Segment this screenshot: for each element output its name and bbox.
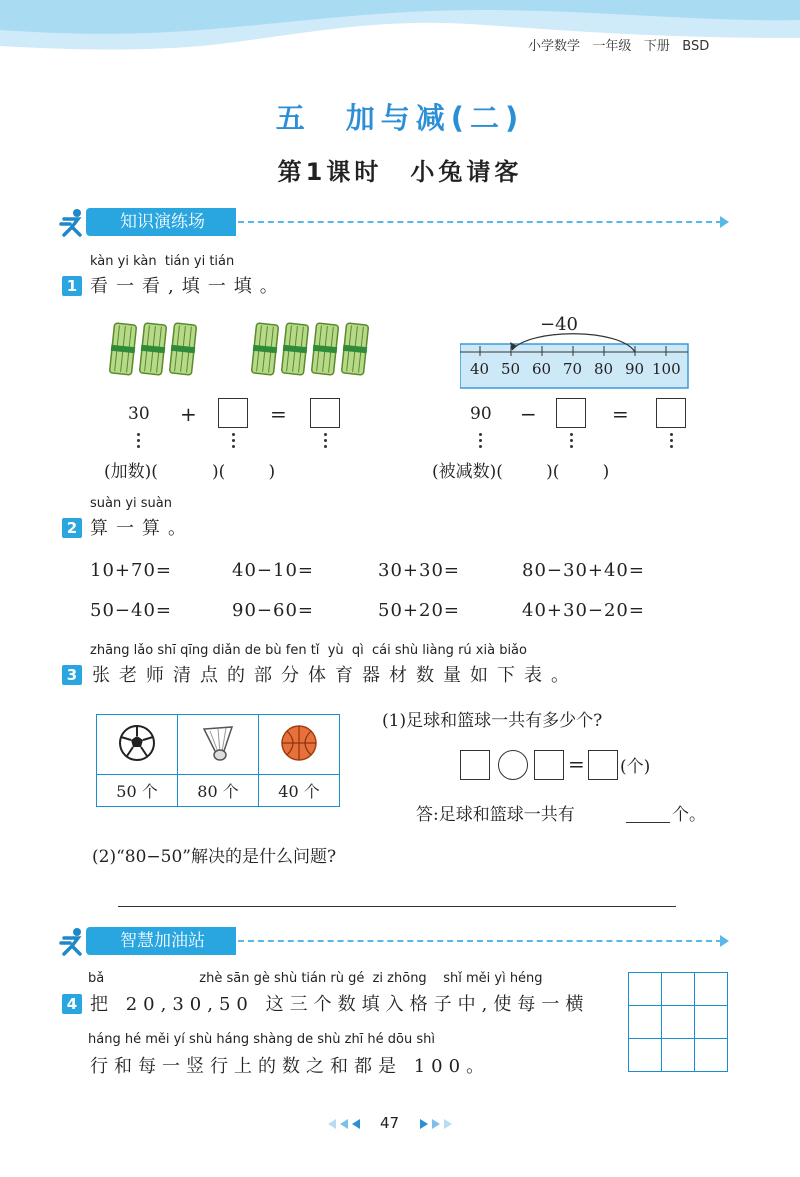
q3-answer-prefix: 答:足球和篮球一共有 (416, 805, 575, 825)
runner-icon (58, 926, 88, 956)
label-mid: )( (546, 462, 560, 482)
section-divider-1 (238, 221, 722, 223)
dots (137, 430, 141, 451)
section-banner-1 (86, 208, 236, 236)
grid-cell[interactable] (629, 1006, 662, 1039)
q3-number: 3 (62, 665, 82, 685)
q1-left-number: 30 (128, 404, 150, 424)
q1-text: 看一看,填一填。 (90, 276, 286, 297)
grid-cell[interactable] (695, 973, 728, 1006)
q3-answer-blank[interactable] (626, 822, 670, 823)
section-divider-2 (238, 940, 722, 942)
header-info (528, 35, 709, 54)
prev-arrows-icon (326, 1118, 366, 1130)
q1-sum-box[interactable] (310, 398, 340, 428)
dots (232, 430, 236, 451)
page-number: 47 (380, 1114, 400, 1132)
magic-grid (628, 972, 728, 1072)
q2-expression: 40+30−20= (522, 600, 645, 621)
q1-subtrahend-box[interactable] (556, 398, 586, 428)
q3-operator-circle[interactable] (498, 750, 528, 780)
header-volume: 下册 (643, 39, 670, 54)
lesson-title: 第1课时 小兔请客 (277, 158, 523, 186)
tick-label: 50 (501, 360, 521, 378)
q1-pinyin: kàn yi kàn tián yi tián (90, 254, 235, 269)
q3-unit: (个) (620, 757, 651, 777)
arc-label: −40 (540, 314, 578, 335)
q3-text: 张老师清点的部分体育器材数量如下表。 (92, 665, 578, 686)
q1-equals-sign-2: = (612, 402, 629, 426)
label-end: ) (602, 462, 610, 482)
section-title-1: 知识演练场 (120, 212, 205, 232)
grid-cell[interactable] (662, 973, 695, 1006)
tick-label: 100 (652, 360, 681, 378)
next-arrows-icon (418, 1118, 458, 1130)
q1-addend-box[interactable] (218, 398, 248, 428)
grid-cell[interactable] (629, 973, 662, 1006)
table-cell (97, 715, 178, 775)
runner-icon (58, 207, 88, 237)
q1-number: 1 (62, 276, 82, 296)
banner-arrow-2 (222, 927, 234, 955)
dots (670, 430, 674, 451)
q3-pinyin: zhāng lǎo shī qīng diǎn de bù fen tǐ yù qì cái shù liàng rú xià biǎo (90, 643, 527, 658)
q4-number: 4 (62, 994, 82, 1014)
grid-cell[interactable] (662, 1039, 695, 1072)
header-subject: 小学数学 (528, 39, 581, 54)
label-addend: (加数)( (104, 462, 158, 482)
header-edition: BSD (682, 39, 710, 54)
q2-text: 算一算。 (90, 518, 194, 539)
q1-equals-sign: = (270, 402, 287, 426)
q4-pinyin-2: háng hé měi yí shù háng shàng de shù zhī hé dōu shì (88, 1032, 436, 1047)
q3-answer-suffix: 个。 (672, 805, 706, 825)
count-shuttlecock: 80 个 (178, 775, 259, 807)
equipment-table (96, 714, 340, 807)
dots (324, 430, 328, 451)
q3-sub2: (2)“80−50”解决的是什么问题? (92, 847, 337, 867)
q3-answer-line[interactable] (118, 906, 676, 907)
unit-title: 五 加与减(二) (275, 101, 525, 135)
dots (570, 430, 574, 451)
q1-difference-box[interactable] (656, 398, 686, 428)
tick-label: 80 (594, 360, 614, 378)
label-minuend: (被减数)( (432, 462, 503, 482)
divider-arrow-2 (720, 935, 729, 947)
label-end: ) (268, 462, 276, 482)
grid-cell[interactable] (695, 1039, 728, 1072)
q4-text-1: 把 20,30,50 这三个数填入格子中,使每一横 (90, 994, 590, 1015)
stick-bundles (104, 320, 384, 380)
q3-equals-sign: = (568, 752, 585, 776)
q2-expression: 10+70= (90, 560, 172, 581)
q3-box-2[interactable] (534, 750, 564, 780)
tick-label: 90 (625, 360, 645, 378)
tick-label: 70 (563, 360, 583, 378)
table-cell (259, 715, 340, 775)
header-grade: 一年级 (592, 39, 632, 54)
banner-arrow-1 (222, 208, 234, 236)
q4-text-2: 行和每一竖行上的数之和都是 100。 (90, 1056, 491, 1077)
q1-plus-sign: + (180, 402, 197, 426)
q1-right-number: 90 (470, 404, 492, 424)
q2-pinyin: suàn yi suàn (90, 496, 173, 511)
q2-expression: 30+30= (378, 560, 460, 581)
tick-label: 40 (470, 360, 490, 378)
soccer-ball-icon (117, 723, 157, 763)
q2-expression: 90−60= (232, 600, 314, 621)
q2-expression: 50+20= (378, 600, 460, 621)
q3-box-1[interactable] (460, 750, 490, 780)
q4-pinyin-1: bǎ zhè sān gè shù tián rù gé zi zhōng shǐ měi yì héng (88, 971, 543, 986)
grid-cell[interactable] (629, 1039, 662, 1072)
q2-expression: 50−40= (90, 600, 172, 621)
basketball-icon (279, 723, 319, 763)
section-title-2: 智慧加油站 (120, 931, 205, 951)
q2-expression: 40−10= (232, 560, 314, 581)
grid-cell[interactable] (662, 1006, 695, 1039)
section-banner-2 (86, 927, 236, 955)
count-soccer: 50 个 (97, 775, 178, 807)
tick-label: 60 (532, 360, 552, 378)
count-basketball: 40 个 (259, 775, 340, 807)
shuttlecock-icon (198, 723, 238, 763)
q1-right-labels (432, 457, 609, 482)
dots (479, 430, 483, 451)
q1-left-labels (104, 457, 275, 482)
label-mid: )( (211, 462, 226, 482)
grid-cell[interactable] (695, 1006, 728, 1039)
q3-result-box[interactable] (588, 750, 618, 780)
q1-minus-sign: − (520, 402, 537, 426)
q2-number: 2 (62, 518, 82, 538)
q2-expression: 80−30+40= (522, 560, 645, 581)
divider-arrow-1 (720, 216, 729, 228)
table-cell (178, 715, 259, 775)
q3-sub1: (1)足球和篮球一共有多少个? (382, 711, 603, 731)
